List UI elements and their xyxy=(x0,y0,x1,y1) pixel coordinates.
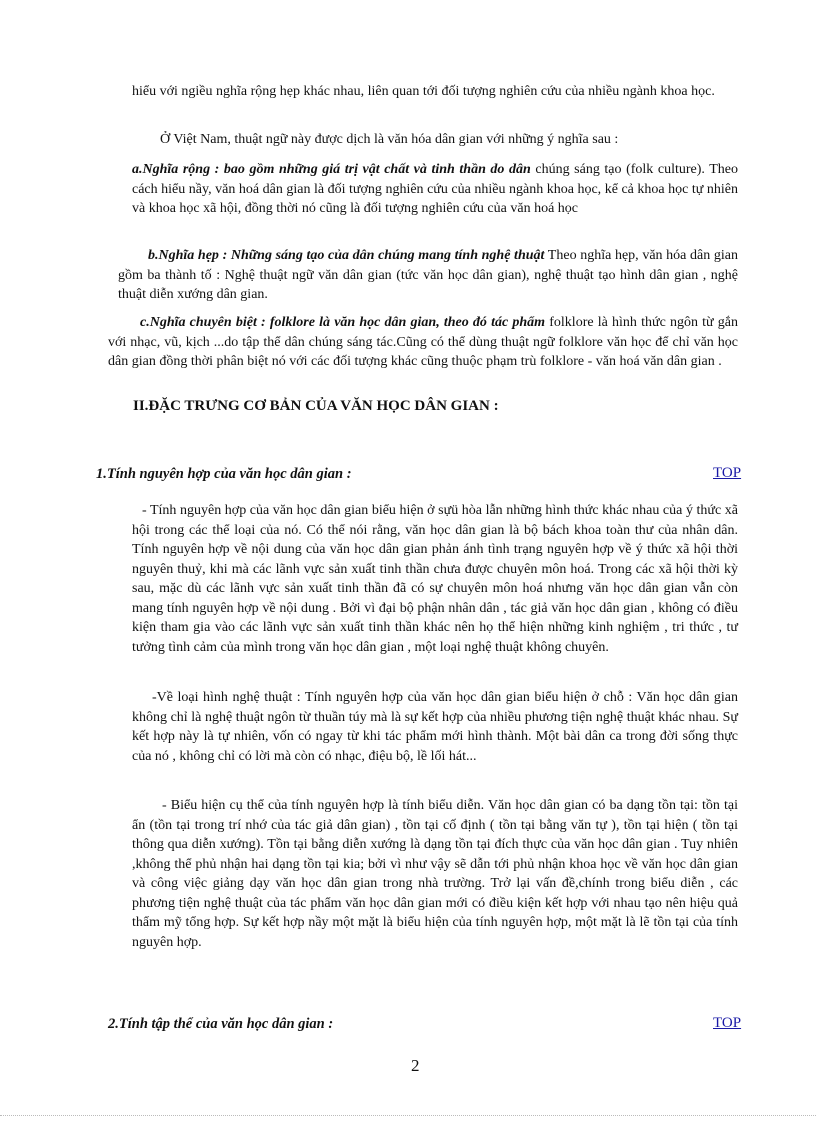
intro-paragraph: hiểu với ngiều nghĩa rộng hẹp khác nhau, liên quan tới đối tượng nghiên cứu của nhiều ngành khoa học. xyxy=(132,84,715,99)
body-paragraph-2: -Về loại hình nghệ thuật : Tính nguyên hợp của văn học dân gian biểu hiện ở chỗ : Văn học dân gian không chỉ là nghệ thuật ngôn từ thuần túy mà là sự kết hợp của nhiều phương tiện nghệ thuật khác nhau. Sự kết hợp này là tự nhiên, vốn có ngay từ khi tác phẩm mới hình thành. Một bài dân ca trong đời sống thực của nó , không chỉ có lời mà còn có nhạc, điệu bộ, lề lối hát... xyxy=(132,690,738,764)
section-title: II.ĐẶC TRƯNG CƠ BẢN CỦA VĂN HỌC DÂN GIAN : xyxy=(133,398,499,414)
page-footer-rule xyxy=(0,1115,816,1116)
meaning-c-label: c.Nghĩa chuyên biệt : folklore là văn học dân gian, theo đó tác phẩm xyxy=(140,315,546,330)
meaning-a xyxy=(132,160,738,219)
meaning-b xyxy=(118,246,738,305)
meaning-a-text: chúng sáng tạo (folk culture). Theo cách hiểu nầy, văn hoá dân gian là đối tượng nghiên cứu của nhiều ngành khoa học, kể cả khoa học tự nhiên và khoa học xã hội, đồng thời nó cũng là đối tượng nghiên cứu của văn hoá học xyxy=(132,162,738,216)
body-paragraph-1: - Tính nguyên hợp của văn học dân gian biểu hiện ở sựü hòa lẫn những hình thức khác nhau của ý thức xã hội trong các thể loại của nó. Có thể nói rằng, văn học dân gian là bộ bách khoa toàn thư của nhân dân. Tính nguyên hợp về nội dung của văn học dân gian phản ánh tình trạng nguyên hợp về ý thức xã hội thời nguyên thuỷ, khi mà các lãnh vực sản xuất tinh thần chưa được chuyên môn hoá. Trong các xã hội thời kỳ sau, mặc dù các lãnh vực sản xuất tinh thần đã có sự chuyên môn hoá nhưng văn học dân gian vẫn còn mang tính nguyên hợp về nội dung . Bởi vì đại bộ phận nhân dân , tác giả văn học dân gian , không có điều kiện tham gia vào các lãnh vực sản xuất tinh thần khác nên họ thể hiện những kinh nghiệm , tri thức , tư tưởng tình cảm của mình trong văn học dân gian , một loại nghệ thuật không chuyên. xyxy=(132,503,738,655)
intro-paragraph-2: Ở Việt Nam, thuật ngữ này được dịch là văn hóa dân gian với những ý nghĩa sau : xyxy=(160,132,619,147)
heading-1: 1.Tính nguyên hợp của văn học dân gian : xyxy=(96,466,352,482)
meaning-c-text: folklore là hình thức ngôn từ gắn với nhạc, vũ, kịch ...do tập thể dân chúng sáng tác.Cũng có thể dùng thuật ngữ folklore văn học để chỉ văn học dân gian đồng thời phân biệt nó với các đối tượng khác cũng thuộc phạm trù folklore - văn hoá văn dân gian . xyxy=(108,315,739,369)
top-link-1[interactable]: TOP xyxy=(713,465,742,481)
meaning-a-label: a.Nghĩa rộng : bao gồm những giá trị vật chất và tinh thần do dân xyxy=(132,162,531,177)
page-number: 2 xyxy=(411,1056,420,1075)
meaning-c xyxy=(108,313,738,372)
body-paragraph-3: - Biểu hiện cụ thể của tính nguyên hợp là tính biểu diễn. Văn học dân gian có ba dạng tồn tại: tồn tại ẩn (tồn tại trong trí nhớ của tác giả dân gian) , tồn tại cố định ( tồn tại bằng văn tự ), tồn tại hiện ( tồn tại thông qua diễn xướng). Tồn tại bằng diễn xướng là dạng tồn tại đích thực của văn học dân gian . Tuy nhiên ,không thể phủ nhận hai dạng tồn tại kia; bởi vì như vậy sẽ dẫn tới phủ nhận khoa học về văn học dân gian và công việc giảng dạy văn học dân gian trong nhà trường. Trở lại vấn đề,chính trong biểu diễn , các phương tiện nghệ thuật của tác phẩm văn học dân gian mới có điều kiện kết hợp với nhau tạo nên hiệu quả thẩm mỹ tổng hợp. Sự kết hợp nầy một mặt là biểu hiện của tính nguyên hợp, một mặt là lẽ tồn tại của tính nguyên hợp. xyxy=(132,798,738,950)
top-link-2[interactable]: TOP xyxy=(713,1015,742,1031)
meaning-b-text: Theo nghĩa hẹp, văn hóa dân gian gồm ba thành tố : Nghệ thuật ngữ văn dân gian (tức văn học dân gian), nghệ thuật tạo hình dân gian , nghệ thuật diễn xướng dân gian. xyxy=(118,248,738,302)
heading-2: 2.Tính tập thể của văn học dân gian : xyxy=(108,1016,334,1032)
meaning-b-label: b.Nghĩa hẹp : Những sáng tạo của dân chúng mang tính nghệ thuật xyxy=(148,248,545,263)
